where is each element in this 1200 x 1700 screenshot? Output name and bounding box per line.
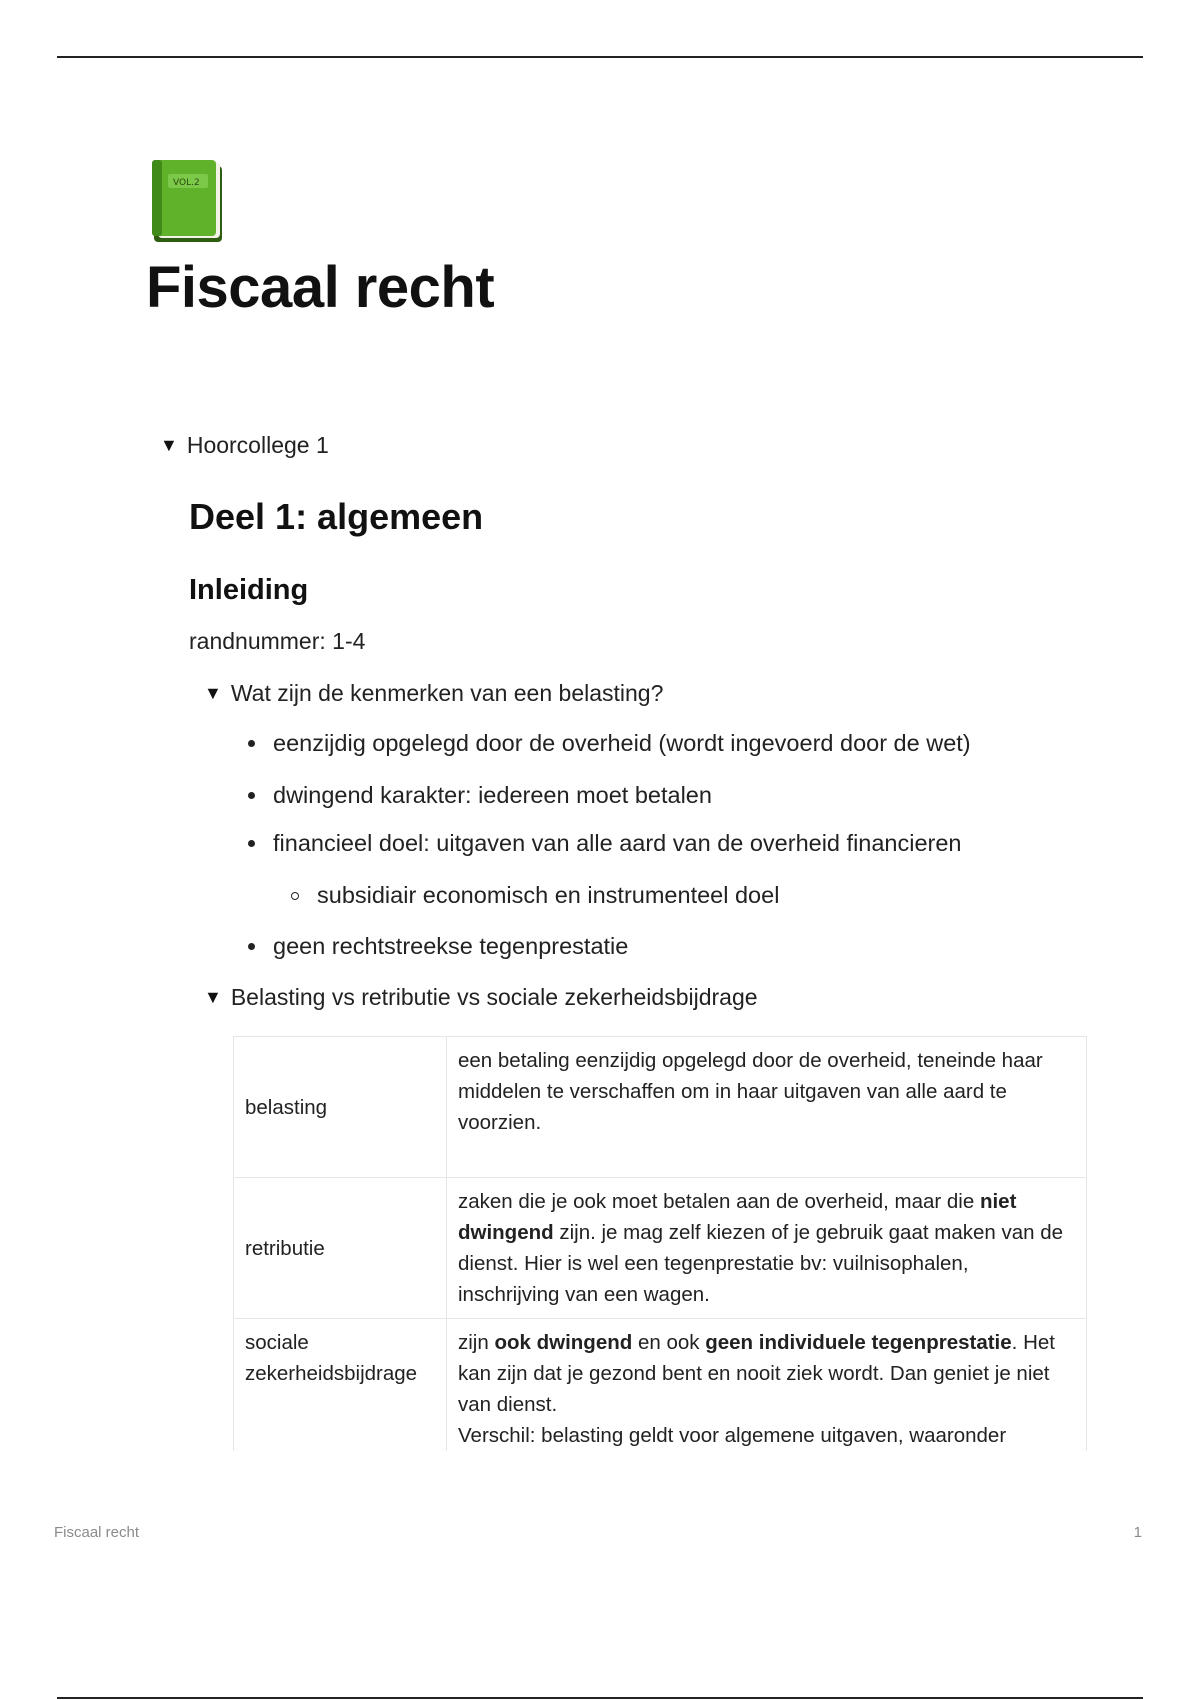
term-cell: retributie	[234, 1178, 447, 1319]
section-heading: Deel 1: algemeen	[189, 496, 484, 537]
bullet-icon	[248, 792, 255, 799]
table-row	[234, 1319, 1087, 1452]
list-item: financieel doel: uitgaven van alle aard van de overheid financieren	[248, 830, 962, 857]
triangle-down-icon[interactable]: ▼	[160, 435, 178, 455]
circle-bullet-icon	[291, 892, 299, 900]
triangle-down-icon[interactable]: ▼	[204, 987, 222, 1007]
definition-cell: zaken die je ook moet betalen aan de overheid, maar die niet dwingend zijn. je mag zelf kiezen of je gebruik gaat maken van de dienst. Hier is wel een tegenprestatie bv: vuilnisophalen, inschrijving van een wagen.	[447, 1178, 1087, 1319]
randnummer-text: randnummer: 1-4	[189, 628, 366, 654]
footer-doc-name: Fiscaal recht	[54, 1524, 140, 1541]
section-subheading: Inleiding	[189, 574, 309, 606]
page-title: Fiscaal recht	[146, 255, 495, 320]
definition-cell: een betaling eenzijdig opgelegd door de overheid, teneinde haar middelen te verschaffen om in haar uitgaven van alle aard te voorzien.	[447, 1037, 1087, 1178]
triangle-down-icon[interactable]: ▼	[204, 683, 222, 703]
bottom-rule	[57, 1697, 1143, 1699]
top-rule	[57, 56, 1143, 58]
list-item: dwingend karakter: iedereen moet betalen	[248, 782, 712, 809]
comparison-table	[233, 1036, 1087, 1451]
toggle-kenmerken[interactable]	[204, 680, 663, 707]
sub-list-item: subsidiair economisch en instrumenteel doel	[291, 882, 779, 909]
toggle-label: Wat zijn de kenmerken van een belasting?	[230, 680, 664, 706]
toggle-belasting-vs[interactable]	[204, 984, 758, 1011]
list-item: eenzijdig opgelegd door de overheid (wordt ingevoerd door de wet)	[248, 730, 971, 757]
definition-cell: zijn ook dwingend en ook geen individuele tegenprestatie. Het kan zijn dat je gezond bent en nooit ziek wordt. Dan geniet je niet van dienst. Verschil: belasting geldt voor algemene uitgaven, waaronder	[447, 1319, 1087, 1452]
toggle-hoorcollege-1[interactable]	[160, 432, 329, 459]
bullet-icon	[248, 740, 255, 747]
table-row	[234, 1037, 1087, 1178]
bullet-icon	[248, 840, 255, 847]
toggle-label: Hoorcollege 1	[186, 432, 329, 458]
svg-text:VOL.2: VOL.2	[173, 178, 200, 188]
term-cell: belasting	[234, 1037, 447, 1178]
table-row	[234, 1178, 1087, 1319]
footer-page-number: 1	[1133, 1524, 1142, 1541]
green-book-icon	[148, 158, 226, 244]
toggle-label: Belasting vs retributie vs sociale zekerheidsbijdrage	[230, 984, 758, 1010]
bullet-icon	[248, 943, 255, 950]
term-cell: sociale zekerheidsbijdrage	[234, 1319, 447, 1452]
list-item: geen rechtstreekse tegenprestatie	[248, 933, 628, 960]
